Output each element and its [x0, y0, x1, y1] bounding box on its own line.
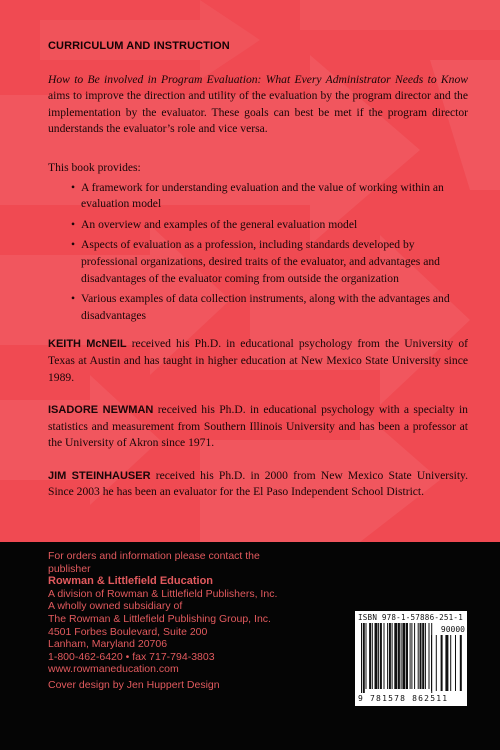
price-barcode-bar — [436, 635, 437, 691]
barcode-bar — [375, 623, 378, 689]
barcode-bar — [429, 623, 430, 689]
bullet-icon: • — [71, 238, 76, 252]
author-name: JIM STEINHAUSER — [48, 469, 151, 482]
author-bio-steinhauser — [48, 468, 468, 501]
price-barcode-bar — [441, 635, 443, 691]
list-item-text: A framework for understanding evaluation and the value of working within an evaluation model — [81, 180, 444, 211]
book-description — [48, 72, 468, 138]
publisher-line: A wholly owned subsidiary of — [48, 600, 183, 613]
barcode-bar — [372, 623, 373, 689]
author-bio-mcneil — [48, 336, 468, 386]
publisher-line: The Rowman & Littlefield Publishing Group, Inc. — [48, 612, 271, 625]
ean-digits: 9 781578 862511 — [358, 694, 449, 703]
barcode-bar — [398, 623, 400, 689]
list-item — [48, 217, 468, 234]
price-barcode-bar — [460, 635, 462, 691]
price-barcode-bar — [455, 635, 456, 691]
barcode-bar — [420, 623, 422, 689]
feature-list — [48, 180, 468, 325]
list-item — [48, 291, 468, 324]
barcode-bar — [378, 623, 379, 689]
barcode-bar — [422, 623, 424, 689]
list-item — [48, 237, 468, 287]
barcode-bar — [402, 623, 405, 689]
author-bio-text: received his Ph.D. in educational psychology with a specialty in statistics and measurement from Southern Illinois University and has been a professor at the University of Akron since 1971. — [48, 403, 468, 450]
cover-text — [48, 38, 468, 501]
publisher-line: 1-800-462-6420 • fax 717-794-3803 — [48, 650, 215, 663]
list-item-text: Various examples of data collection instruments, along with the advantages and disadvantages — [81, 292, 450, 322]
barcode-bar — [406, 623, 408, 689]
publisher-line: A division of Rowman & Littlefield Publishers, Inc. — [48, 587, 278, 600]
barcode-bar — [389, 623, 391, 689]
barcode-bar — [425, 623, 426, 689]
publisher-info — [48, 550, 298, 692]
author-bio-text: received his Ph.D. in educational psychology from the University of Texas at Austin and has taught in higher education at New Mexico State University since 1989. — [48, 337, 468, 384]
barcode-box — [355, 611, 467, 706]
publisher-name: Rowman & Littlefield Education — [48, 575, 214, 588]
barcode-bar — [363, 623, 365, 693]
list-item-text: An overview and examples of the general evaluation model — [81, 217, 358, 231]
bullet-icon: • — [71, 180, 76, 194]
barcode-bar — [361, 623, 362, 693]
cover-design-credit: Cover design by Jen Huppert Design — [48, 678, 220, 691]
barcode-bar — [414, 623, 415, 689]
book-title: How to Be involved in Program Evaluation: What Every Administrator Needs to Know — [48, 72, 468, 86]
provides-heading: This book provides: — [48, 160, 141, 174]
publisher-line: 4501 Forbes Boulevard, Suite 200 — [48, 625, 208, 638]
bullet-icon: • — [71, 217, 76, 231]
barcode-bar — [387, 623, 388, 689]
barcode-bar — [411, 623, 412, 689]
author-name: ISADORE NEWMAN — [48, 404, 154, 417]
publisher-line: Lanham, Maryland 20706 — [48, 638, 168, 651]
barcode-bar — [384, 623, 385, 689]
book-description-text: aims to improve the direction and utility of the evaluation by the program director and the implementation by the evaluator. These goals can best be met if the program director understands the evaluator’s role and vice versa. — [48, 89, 468, 136]
section-title: CURRICULUM AND INSTRUCTION — [48, 40, 230, 52]
bullet-icon: • — [71, 292, 76, 306]
barcode-bar — [392, 623, 393, 689]
publisher-intro: For orders and information please contact the publisher — [48, 550, 260, 575]
list-item — [48, 180, 468, 213]
barcode-bar — [418, 623, 419, 689]
price-code: 90000 — [440, 625, 465, 634]
barcode-bar — [401, 623, 402, 689]
barcode-bar — [410, 623, 411, 689]
isbn-text: ISBN 978-1-57886-251-1 — [358, 613, 463, 622]
barcode-bar — [366, 623, 367, 689]
barcode-bar — [394, 623, 397, 689]
author-bio-text: received his Ph.D. in 2000 from New Mexico State University. Since 2003 he has been an evaluator for the El Paso Independent School District. — [48, 468, 468, 499]
price-barcode-bar — [431, 635, 432, 691]
author-bio-newman — [48, 402, 468, 452]
barcode-bar — [380, 623, 382, 689]
list-item-text: Aspects of evaluation as a profession, including standards developed by professional organizations, desired traits of the evaluator, and advantages and disadvantages of the evaluator coming from outside the organization — [81, 238, 440, 285]
price-barcode-bar — [450, 635, 451, 691]
author-name: KEITH McNEIL — [48, 338, 127, 351]
publisher-url: www.rowmaneducation.com — [48, 663, 179, 676]
price-barcode-bar — [445, 635, 448, 691]
barcode-bar — [369, 623, 371, 689]
